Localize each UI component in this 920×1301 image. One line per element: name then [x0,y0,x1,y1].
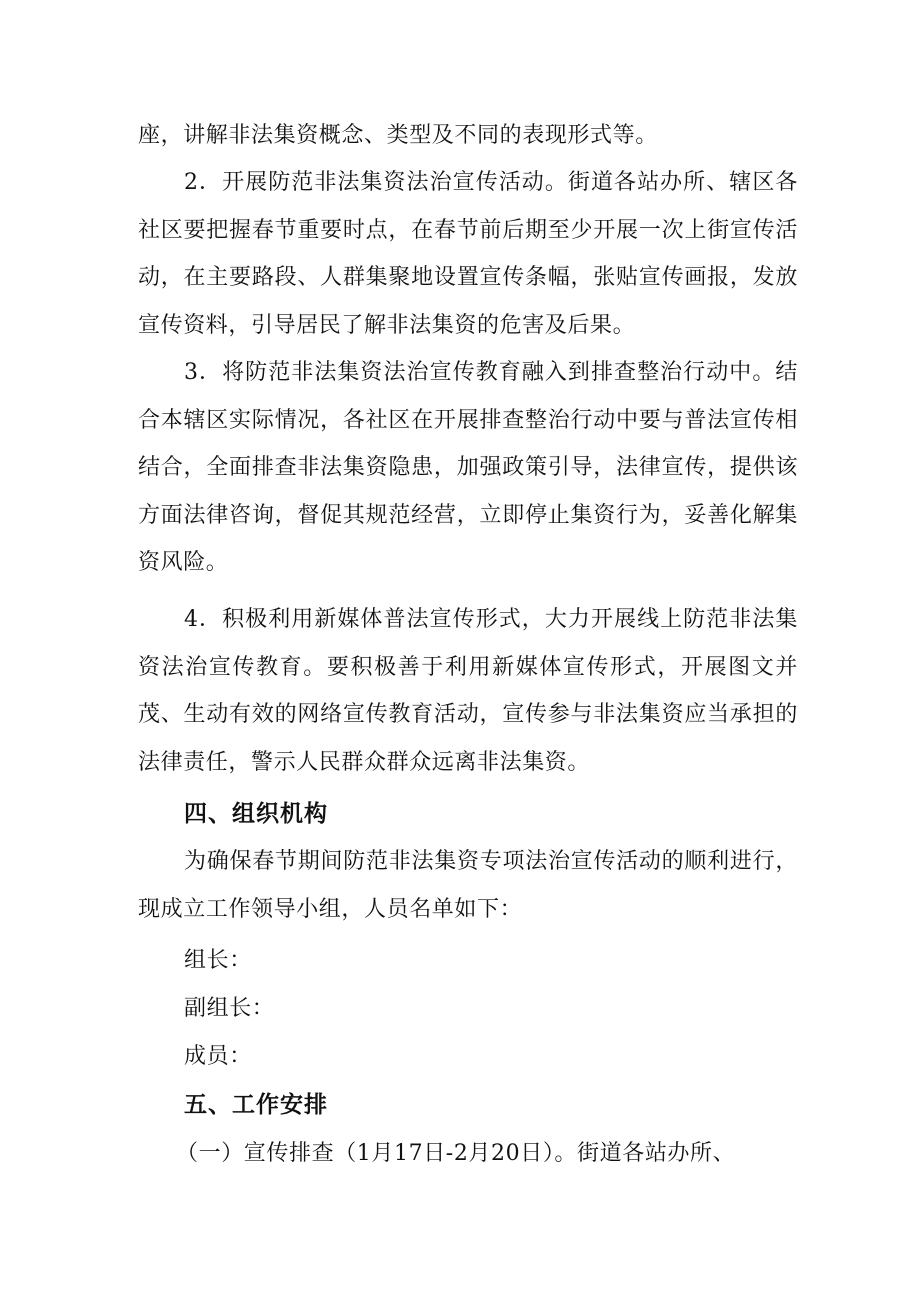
paragraph-item-4: 4．积极利用新媒体普法宣传形式，大力开展线上防范非法集资法治宣传教育。要积极善于利用新媒体宣传形式，开展图文并茂、生动有效的网络宣传教育活动，宣传参与非法集资应当承担的法律责任，警示人民群众群众远离非法集资。 [138,607,798,775]
field-members: 成员： [184,1044,252,1069]
section-heading-organization: 四、组织机构 [184,801,328,827]
field-deputy-leader: 副组长： [184,996,275,1021]
paragraph-organization-intro: 为确保春节期间防范非法集资专项法治宣传活动的顺利进行，现成立工作领导小组，人员名单如下： [138,849,798,922]
paragraph-item-2: 2．开展防范非法集资法治宣传活动。街道各站办所、辖区各社区要把握春节重要时点，在春节前后期至少开展一次上街宣传活动，在主要路段、人群集聚地设置宣传条幅，张贴宣传画报，发放宣传资料，引导居民了解非法集资的危害及后果。 [138,170,798,338]
paragraph-item-3: 3．将防范非法集资法治宣传教育融入到排查整治行动中。结合本辖区实际情况，各社区在开展排查整治行动中要与普法宣传相结合，全面排查非法集资隐患，加强政策引导，法律宣传，提供该方面法律咨询，督促其规范经营，立即停止集资行为，妥善化解集资风险。 [138,360,798,575]
field-group-leader: 组长： [184,948,252,973]
section-heading-work-arrangement: 五、工作安排 [184,1092,328,1118]
paragraph-publicity-investigation: （一）宣传排查（1月17日-2月20日）。街道各站办所、 [176,1141,736,1166]
paragraph-lecture-continuation: 座，讲解非法集资概念、类型及不同的表现形式等。 [138,123,658,148]
